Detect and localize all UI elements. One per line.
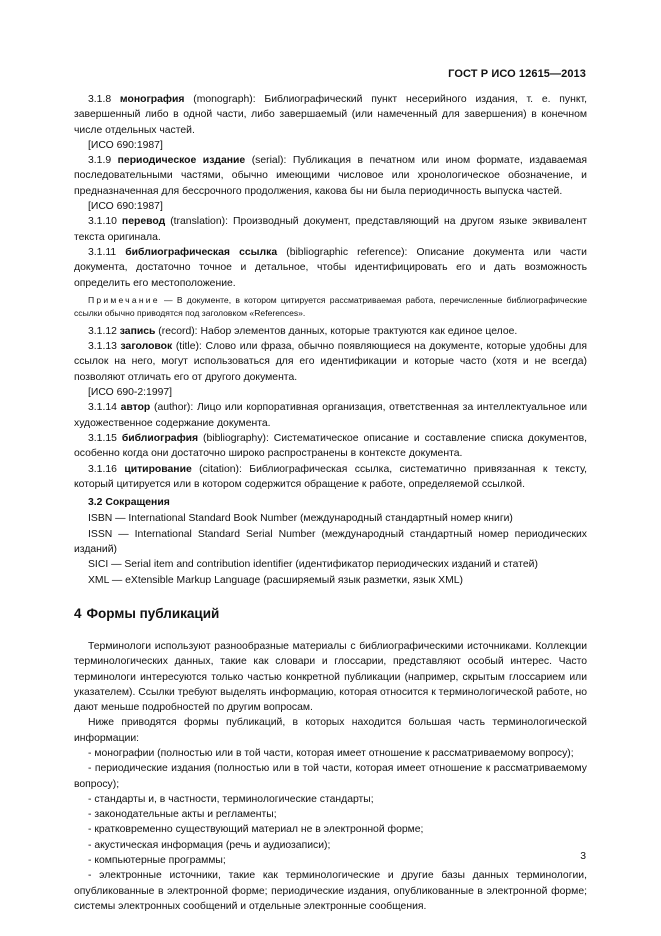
- definition-number: 3.1.10: [88, 216, 117, 228]
- list-item: - монографии (полностью или в той части, которая имеет отношение к рассматриваемому вопросу);: [88, 747, 574, 759]
- definition-term: перевод: [121, 216, 166, 228]
- definition-3-1-9: [74, 153, 587, 199]
- definition-term: периодическое издание: [117, 155, 246, 167]
- section-heading: [74, 606, 587, 622]
- list-item: - акустическая информация (речь и аудиозаписи);: [88, 839, 331, 851]
- definition-number: 3.1.15: [88, 432, 117, 444]
- definition-3-1-11: [74, 245, 587, 291]
- abbreviation-sici: SICI — Serial item and contribution identifier (идентификатор периодических изданий и статей): [88, 559, 538, 571]
- list-item: - компьютерные программы;: [88, 855, 226, 867]
- abbreviations-heading: 3.2 Сокращения: [88, 497, 170, 509]
- definition-text: (monograph): Библиографический пункт несерийного издания, т. е. пункт, завершенный либо в одной части, либо завершаемый (или намеченный для завершения) в конечном числе отдельных частей.: [74, 94, 587, 136]
- definition-number: 3.1.8: [88, 94, 112, 105]
- page-number: 3: [580, 851, 586, 862]
- list-item: - стандарты и, в частности, терминологические стандарты;: [88, 793, 374, 805]
- definition-source-ref: [ИСО 690:1987]: [88, 139, 163, 151]
- definition-3-1-13: [74, 339, 587, 385]
- definition-text: (bibliography): Систематическое описание и составление списка документов, особенно когда они достаточно широко распространены в контексте документа.: [74, 432, 588, 460]
- definition-term: библиография: [121, 432, 199, 444]
- definition-text: (translation): Производный документ, представляющий на другом языке эквивалент текста оригинала.: [74, 216, 587, 243]
- definition-term: запись: [119, 325, 156, 337]
- definition-term: автор: [120, 402, 151, 414]
- definition-text: (author): Лицо или корпоративная организация, ответственная за интеллектуальное или художественное содержание документа.: [74, 402, 587, 429]
- definition-number: 3.1.12: [88, 325, 117, 337]
- section-paragraph: Терминологи используют разнообразные материалы с библиографическими источниками. Коллекции терминологических данных, такие как словари и глоссарии, представляют особый интерес. Часто терминологи интересуются только частью конкретной публикации (например, скрытым глоссарием или указателем). Ссылки требуют выделять информацию, которая относится к терминологической работе, но дают меньше подробностей по другим вопросам.: [74, 640, 587, 714]
- definition-number: 3.1.16: [88, 463, 117, 475]
- note-text: — В документе, в котором цитируется рассматриваемая работа, перечисленные библиографические ссылки обычно приводятся под заголовком «References».: [74, 294, 587, 318]
- definition-term: заголовок: [120, 341, 173, 353]
- note-label: Примечание: [88, 294, 160, 305]
- list-item: - законодательные акты и регламенты;: [88, 809, 277, 821]
- definition-3-1-10: [74, 214, 587, 245]
- definition-source-ref: [ИСО 690-2:1997]: [88, 387, 173, 399]
- definition-text: (title): Слово или фраза, обычно появляющиеся на документе, которые удобны для ссылок на него, могут использоваться для его идентификации и которые часто (хотя и не всегда) позволяют отличать его от другого документа.: [74, 341, 587, 383]
- definition-number: 3.1.11: [88, 246, 117, 258]
- section-number: 4: [74, 605, 82, 621]
- note: [74, 294, 587, 320]
- definition-3-1-8: [74, 92, 587, 138]
- abbreviation-xml: XML — eXtensible Markup Language (расширяемый язык разметки, язык XML): [88, 574, 464, 586]
- definition-text: (serial): Публикация в печатном или ином формате, издаваемая последовательными частями, обычно имеющими числовое или хронологическое обозначение, и предназначенная для бессрочного продолжения, какова бы ни была периодичность выпуска частей.: [74, 155, 587, 197]
- definition-source-ref: [ИСО 690:1987]: [88, 201, 163, 213]
- definition-number: 3.1.14: [88, 402, 117, 414]
- list-item: - периодические издания (полностью или в той части, которая имеет отношение к рассматриваемому вопросу);: [74, 763, 587, 790]
- section-title: Формы публикаций: [86, 605, 220, 621]
- definition-term: монография: [119, 94, 185, 105]
- list-item: - электронные источники, такие как терминологические и другие базы данных терминологии, опубликованные в электронной форме; периодические издания, опубликованные в электронной форме; системы электронных сообщений и отдельные электронные сообщения.: [74, 870, 587, 912]
- definition-number: 3.1.9: [88, 155, 112, 167]
- section-paragraph: Ниже приводятся формы публикаций, в которых находится большая часть терминологической информации:: [74, 717, 587, 744]
- definition-3-1-15: [74, 431, 587, 462]
- document-code: ГОСТ Р ИСО 12615—2013: [448, 68, 586, 80]
- definition-3-1-16: [74, 462, 587, 493]
- list-item: - кратковременно существующий материал не в электронной форме;: [88, 824, 424, 836]
- definition-text: (record): Набор элементов данных, которые трактуются как единое целое.: [155, 325, 518, 337]
- abbreviation-issn: ISSN — International Standard Serial Number (международный стандартный номер периодических изданий): [74, 528, 587, 556]
- page-content: [74, 92, 587, 914]
- definition-term: библиографическая ссылка: [125, 246, 278, 258]
- definition-3-1-14: [74, 400, 587, 431]
- definition-3-1-12: [74, 324, 587, 339]
- definition-term: цитирование: [124, 463, 192, 475]
- definition-number: 3.1.13: [88, 341, 117, 353]
- abbreviation-isbn: ISBN — International Standard Book Number (международный стандартный номер книги): [88, 513, 513, 525]
- definition-text: (bibliographic reference): Описание документа или части документа, достаточно точное и детальное, чтобы идентифицировать его и дать возможность определить его местоположение.: [74, 246, 587, 289]
- definition-text: (citation): Библиографическая ссылка, систематично привязанная к тексту, который цитируется или в котором содержится обращение к работе, определяемой ссылкой.: [74, 463, 587, 490]
